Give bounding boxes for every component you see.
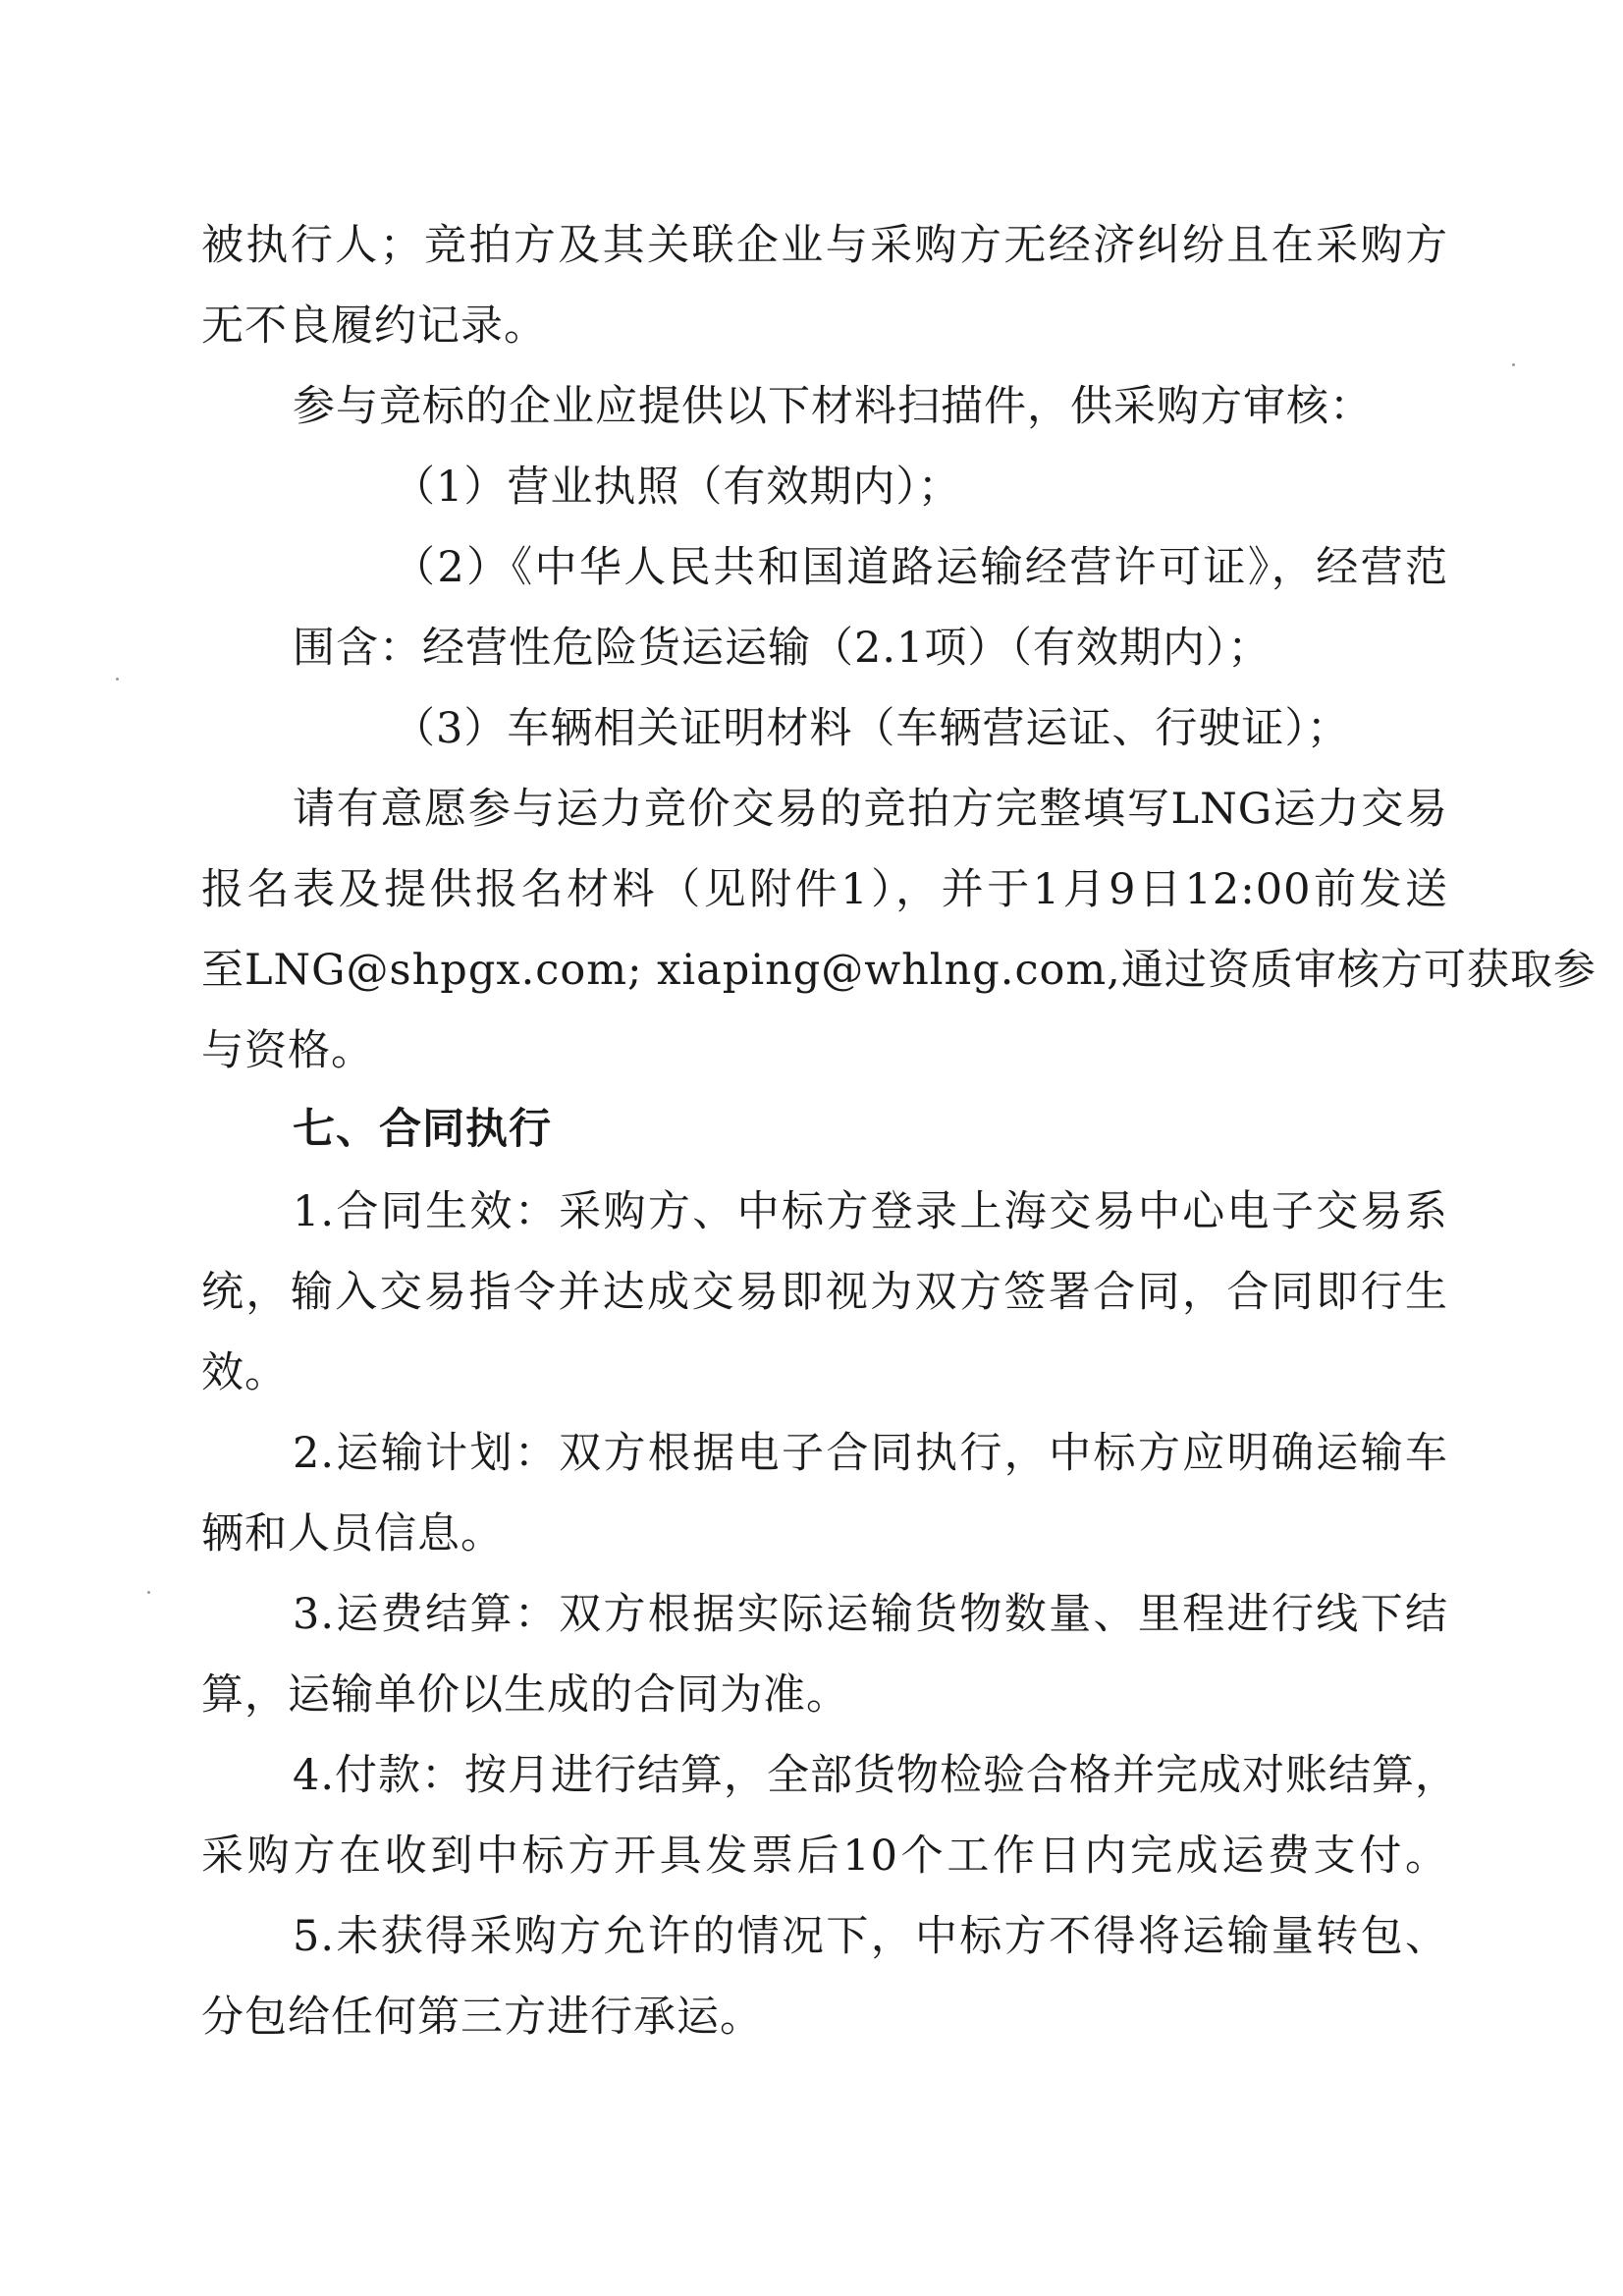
text-line-20: 4.付款：按月进行结算，全部货物检验合格并完成对账结算， xyxy=(293,1751,1459,1800)
scan-speck xyxy=(147,1591,150,1594)
text-line-1: 被执行人；竞拍方及其关联企业与采购方无经济纠纷且在采购方 xyxy=(201,221,1448,270)
text-line-7: （3）车辆相关证明材料（车辆营运证、行驶证）； xyxy=(393,704,1350,753)
text-line-18: 3.运费结算：双方根据实际运输货物数量、里程进行线下结 xyxy=(293,1590,1448,1639)
text-line-3: 参与竞标的企业应提供以下材料扫描件，供采购方审核： xyxy=(293,382,1373,431)
text-line-17: 辆和人员信息。 xyxy=(201,1509,504,1558)
text-line-15: 效。 xyxy=(201,1348,288,1397)
text-line-13: 1.合同生效：采购方、中标方登录上海交易中心电子交易系 xyxy=(293,1187,1448,1236)
text-line-22: 5.未获得采购方允许的情况下，中标方不得将运输量转包、 xyxy=(293,1912,1448,1961)
text-line-14: 统，输入交易指令并达成交易即视为双方签署合同，合同即行生 xyxy=(201,1268,1448,1317)
text-line-21: 采购方在收到中标方开具发票后10个工作日内完成运费支付。 xyxy=(201,1831,1448,1881)
text-line-10: 至LNG@shpgx.com; xiaping@whlng.com,通过资质审核方可获取参 xyxy=(201,946,1596,995)
text-line-16: 2.运输计划：双方根据电子合同执行，中标方应明确运输车 xyxy=(293,1429,1448,1478)
text-line-23: 分包给任何第三方进行承运。 xyxy=(201,1993,763,2042)
text-line-4: （1）营业执照（有效期内）； xyxy=(393,463,961,512)
text-line-19: 算，运输单价以生成的合同为准。 xyxy=(201,1670,849,1720)
text-line-8: 请有意愿参与运力竞价交易的竞拍方完整填写LNG运力交易 xyxy=(293,785,1448,834)
text-line-6: 围含：经营性危险货运运输（2.1项）（有效期内）； xyxy=(293,624,1271,673)
text-line-5: （2）《中华人民共和国道路运输经营许可证》，经营范 xyxy=(393,543,1448,592)
scan-speck xyxy=(1512,363,1515,366)
section-heading: 七、合同执行 xyxy=(293,1105,552,1154)
text-line-11: 与资格。 xyxy=(201,1026,374,1075)
text-line-9: 报名表及提供报名材料（见附件1），并于1月9日12:00前发送 xyxy=(201,865,1448,914)
text-line-2: 无不良履约记录。 xyxy=(201,301,547,351)
scan-speck xyxy=(116,678,119,681)
